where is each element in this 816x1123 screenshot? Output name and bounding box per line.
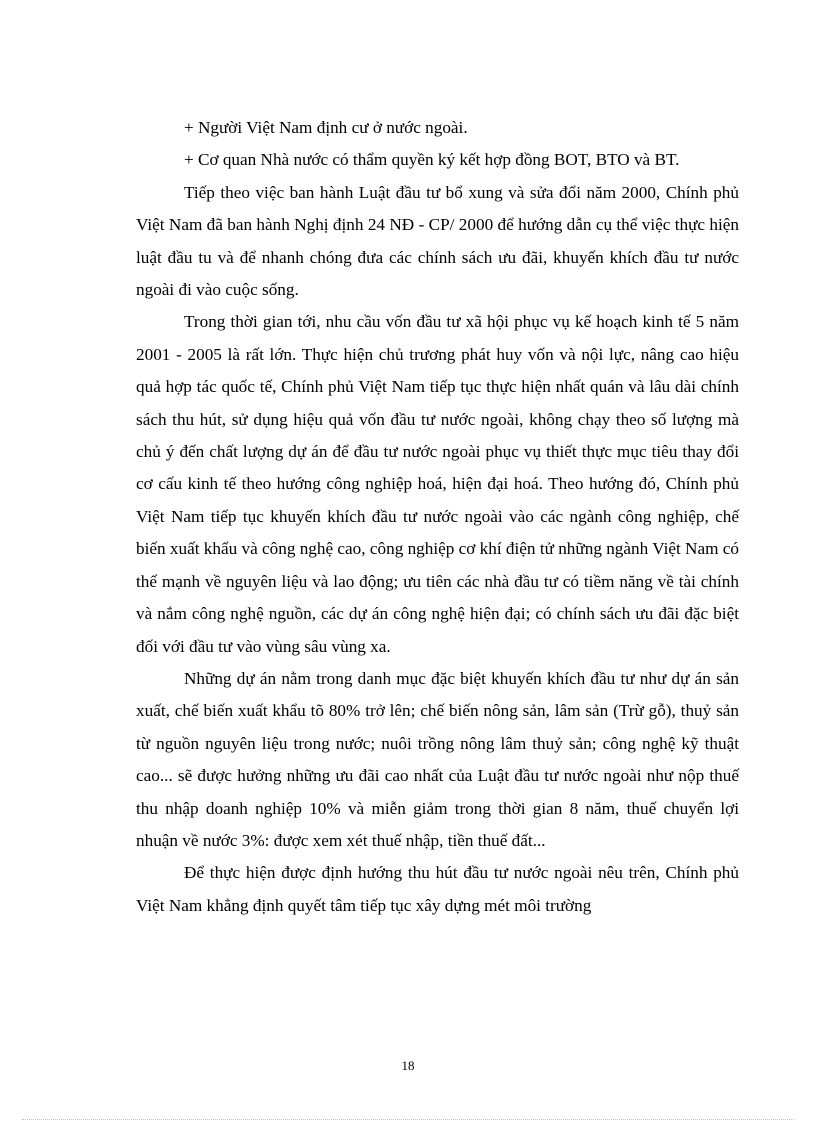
paragraph-investment-law-2000: Tiếp theo việc ban hành Luật đầu tư bổ xung và sửa đổi năm 2000, Chính phủ Việt Nam đã ban hành Nghị định 24 NĐ - CP/ 2000 để hướng dẫn cụ thể việc thực hiện luật đầu tu và để nhanh chóng đưa các chính sách ưu đãi, khuyến khích đầu tư nước ngoài đi vào cuộc sống. — [136, 182, 739, 300]
paragraph-list-item-2: + Cơ quan Nhà nước có thẩm quyền ký kết hợp đồng BOT, BTO và BT. — [184, 150, 680, 170]
page-bottom-divider — [22, 1119, 794, 1120]
paragraph-investment-environment: Để thực hiện được định hướng thu hút đầu tư nước ngoài nêu trên, Chính phủ Việt Nam khẳng định quyết tâm tiếp tục xây dựng mét môi trường — [136, 863, 739, 915]
page-number: 18 — [401, 1058, 415, 1073]
paragraph-priority-projects: Những dự án nằm trong danh mục đặc biệt khuyến khích đầu tư như dự án sản xuất, chế biến xuất khẩu tõ 80% trở lên; chế biến nông sản, lâm sản (Trừ gỗ), thuỷ sản từ nguồn nguyên liệu trong nước; nuôi trồng nông lâm thuỷ sản; công nghệ kỹ thuật cao... sẽ được hưởng những ưu đãi cao nhất của Luật đầu tư nước ngoài như nộp thuế thu nhập doanh nghiệp 10% và miễn giảm trong thời gian 8 năm, thuế chuyển lợi nhuận về nước 3%: được xem xét thuế nhập, tiền thuế đất... — [136, 668, 739, 850]
body-text — [136, 112, 739, 922]
paragraph-capital-needs-2001-2005: Trong thời gian tới, nhu cầu vốn đầu tư xã hội phục vụ kế hoạch kinh tế 5 năm 2001 - 2005 là rất lớn. Thực hiện chủ trương phát huy vốn và nội lực, nâng cao hiệu quả hợp tác quốc tế, Chính phủ Việt Nam tiếp tục thực hiện nhất quán và lâu dài chính sách thu hút, sử dụng hiệu quả vốn đầu tư nước ngoài, không chạy theo số lượng mà chủ ý đến chất lượng dự án để đầu tư nước ngoài phục vụ thiết thực mục tiêu thay đổi cơ cấu kinh tế theo hướng công nghiệp hoá, hiện đại hoá. Theo hướng đó, Chính phủ Việt Nam tiếp tục khuyến khích đầu tư nước ngoài vào các ngành công nghiệp, chế biến xuất khẩu và công nghệ cao, công nghiệp cơ khí điện tử những ngành Việt Nam có thế mạnh về nguyên liệu và lao động; ưu tiên các nhà đầu tư có tiềm năng về tài chính và nắm công nghệ nguồn, các dự án công nghệ hiện đại; có chính sách ưu đãi đặc biệt đối với đầu tư vào vùng sâu vùng xa. — [136, 312, 739, 656]
paragraph-list-item-1: + Người Việt Nam định cư ở nước ngoài. — [184, 118, 468, 137]
